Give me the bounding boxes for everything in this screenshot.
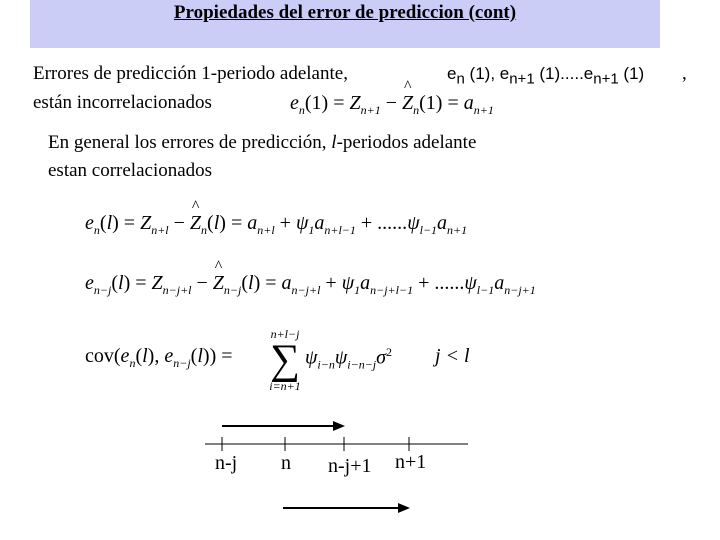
formula-covariance-rhs: $\psi_{i-n}\psi_{i-n-j}\sigma^2$ — [305, 345, 393, 372]
axis-label-n-j-plus-1: n-j+1 — [328, 455, 372, 477]
formula-l-step-error-n: $e_n(l) = Z_{n+l}$ − ^ $Z_n(l) = a_{n+l} + \psi_1a_{n+l-1} + ......\psi_{l-1}a_{n+1}$ — [85, 212, 467, 238]
formula-error-sequence: $e_n$ (1), $e_{n+1}$ $(1).....e_{n+1}$ (1) — [447, 64, 645, 88]
axis-label-n: n — [281, 452, 291, 474]
formula-covariance-lhs: $cov(e_n(l)$, $e_{n-j}(l)$) = — [85, 345, 233, 370]
formula-l-step-error-n-j: $e_{n-j}(l) = Z_{n-j+l}$ − ^ $Z_{n-j}(l) = a_{n-j+l} + \psi_1a_{n-j+l-1} + ......\psi_{l-1}a_{n-j+1}$ — [85, 272, 536, 298]
arrow-upper-head — [333, 421, 345, 431]
trailing-comma: , — [682, 63, 687, 84]
axis-label-n-j: n-j — [215, 452, 238, 474]
arrow-lower-head — [398, 503, 410, 513]
formula-one-step-error: $e_n(1) = Z_{n+1}$ − ^ $Z_n(1) = a_{n+1}$ — [290, 92, 494, 118]
axis-label-n-plus-1: n+1 — [395, 451, 427, 473]
condition-j-less-l: j < l — [435, 345, 470, 367]
text-one-step-errors: Errores de predicción 1-periodo adelante, — [33, 63, 348, 84]
summation-symbol: n+l−j ∑ i=n+1 — [269, 327, 301, 393]
text-l-step-errors: En general los errores de predicción, l-periodos adelante — [48, 132, 477, 153]
slide-title: Propiedades del error de prediccion (cont) — [173, 2, 517, 23]
text-correlated: estan correlacionados — [48, 160, 213, 181]
text-uncorrelated: están incorrelacionados — [33, 92, 212, 113]
